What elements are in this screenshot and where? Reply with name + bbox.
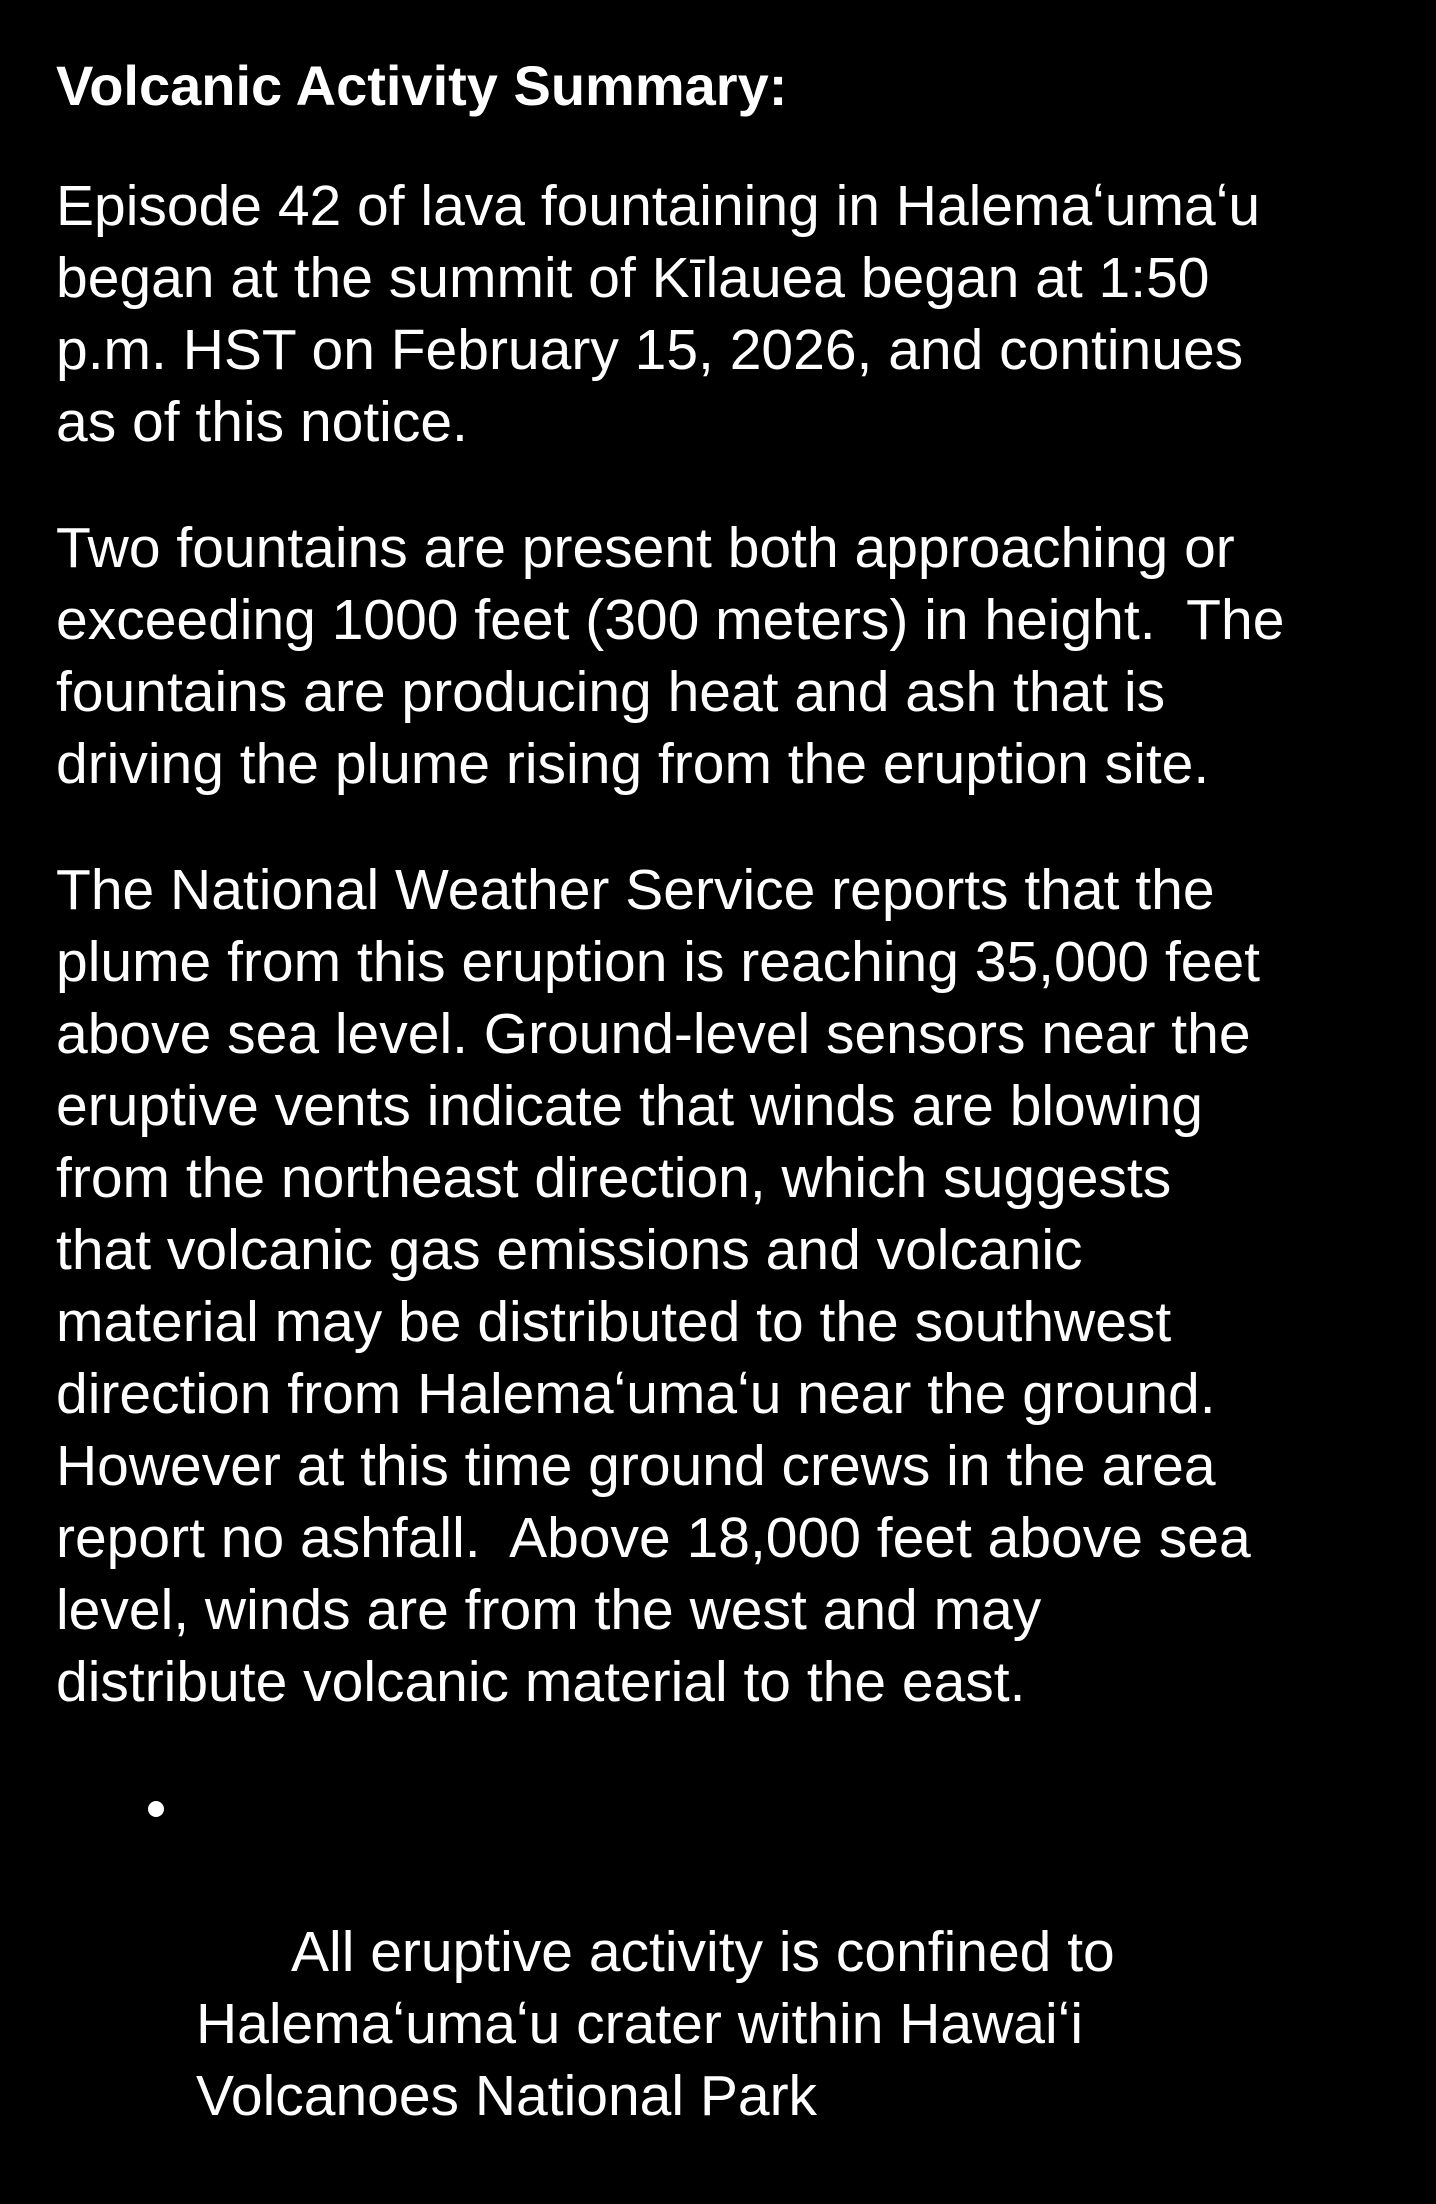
bullet-list xyxy=(56,1772,1380,2204)
bullet-text: All eruptive activity is confined to Halemaʻumaʻu crater within Hawaiʻi Volcanoes National Park xyxy=(196,1920,1115,2128)
bullet-item xyxy=(196,1772,1380,2204)
section-heading: Volcanic Activity Summary: xyxy=(56,54,788,117)
paragraph-episode: Episode 42 of lava fountaining in Halemaʻumaʻu began at the summit of Kīlauea began at 1:50 p.m. HST on February 15, 2026, and continues as of this notice. xyxy=(56,174,1261,454)
paragraph-weather: The National Weather Service reports that the plume from this eruption is reaching 35,000 feet above sea level. Ground-level sensors near the eruptive vents indicate that winds are blowing from the northeast direction, which suggests that volcanic gas emissions and volcanic material may be distributed to the southwest direction from Halemaʻumaʻu near the ground. However at this time ground crews in the area report no ashfall. Above 18,000 feet above sea level, winds are from the west and may distribute volcanic material to the east. xyxy=(56,858,1261,1714)
bullet-dot-icon xyxy=(148,1801,164,1817)
paragraph-fountains: Two fountains are present both approaching or exceeding 1000 feet (300 meters) in height. The fountains are producing heat and ash that is driving the plume rising from the eruption site. xyxy=(56,516,1285,796)
